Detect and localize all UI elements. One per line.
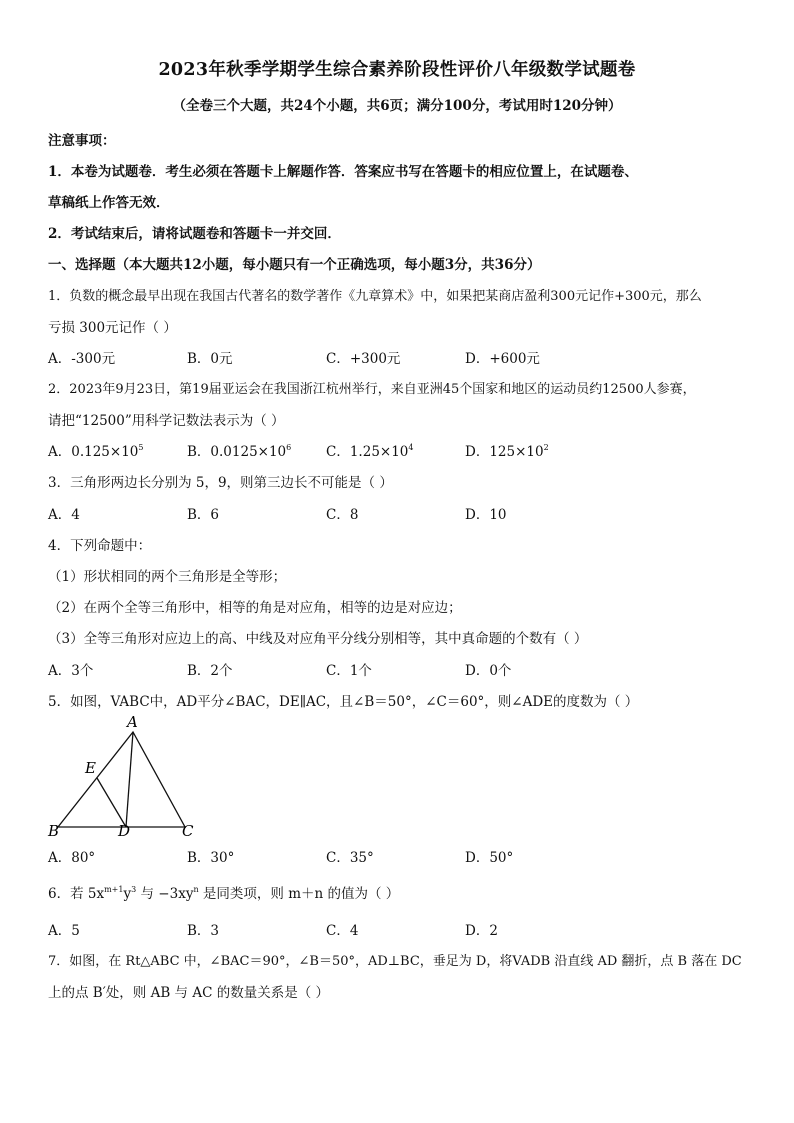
q2-text: 2．2023年9月23日，第19届亚运会在我国浙江杭州举行，来自亚洲45个国家和地区的运动员约12500人参赛， xyxy=(48,382,696,397)
q3-option-c: C．8 xyxy=(326,507,359,523)
exam-subtitle: （全卷三个大题，共24个小题，共6页；满分100分，考试用时120分钟） xyxy=(172,98,622,114)
q4-statement-1: （1）形状相同的两个三角形是全等形； xyxy=(48,569,287,585)
section-1-heading: 一、选择题（本大题共12小题，每小题只有一个正确选项，每小题3分，共36分） xyxy=(48,257,541,273)
label-a: A xyxy=(127,713,138,731)
notice-heading: 注意事项： xyxy=(48,133,116,149)
q5-triangle-figure xyxy=(40,712,210,842)
q2-option-a: A．$0.125\times 10^5$ xyxy=(48,443,144,460)
label-e: E xyxy=(85,759,96,777)
q5-option-a: A．80° xyxy=(48,850,96,866)
q4-text: 4．下列命题中： xyxy=(48,538,152,554)
q1-option-d: D．+600元 xyxy=(465,351,540,367)
q2-option-b: B．$0.0125\times 10^6$ xyxy=(187,443,292,460)
exam-title: 2023年秋季学期学生综合素养阶段性评价八年级数学试题卷 xyxy=(158,60,636,80)
q5-option-d: D．50° xyxy=(465,850,514,866)
notice-item-1: 1．本卷为试题卷．考生必须在答题卡上解题作答．答案应书写在答题卡的相应位置上，在试题卷、 xyxy=(48,164,638,180)
q5-option-b: B．30° xyxy=(187,850,235,866)
q2-option-d: D．$125\times 10^2$ xyxy=(465,443,549,460)
q2-text-cont: 请把“12500”用科学记数法表示为（ ） xyxy=(48,413,285,429)
q4-option-d: D．0个 xyxy=(465,663,512,679)
q6-option-b: B．3 xyxy=(187,923,220,939)
q4-statement-3: （3）全等三角形对应边上的高、中线及对应角平分线分别相等，其中真命题的个数有（ ） xyxy=(48,631,588,647)
q1-option-b: B．0元 xyxy=(187,351,233,367)
q3-option-d: D．10 xyxy=(465,507,507,523)
q3-option-a: A．4 xyxy=(48,507,80,523)
q1-option-a: A．-300元 xyxy=(48,351,116,367)
q4-option-c: C．1个 xyxy=(326,663,372,679)
notice-item-1-cont: 草稿纸上作答无效． xyxy=(48,195,170,211)
q6-text: 6．若 $5x^{m+1}y^3$ 与 $-3xy^n$ 是同类项，则 m＋n 的值为（ ） xyxy=(48,885,400,902)
q7-text: 7．如图，在 Rt△ABC 中，∠BAC＝90°，∠B＝50°，AD⊥BC，垂足为 D，将VADB 沿直线 AD 翻折，点 B 落在 DC xyxy=(48,954,742,969)
q7-text-cont: 上的点 B′处，则 AB 与 AC 的数量关系是（ ） xyxy=(48,985,329,1001)
q3-option-b: B．6 xyxy=(187,507,220,523)
q1-option-c: C．+300元 xyxy=(326,351,401,367)
q6-option-c: C．4 xyxy=(326,923,359,939)
segment-de xyxy=(97,778,126,827)
q4-statement-2: （2）在两个全等三角形中，相等的角是对应角，相等的边是对应边； xyxy=(48,600,462,616)
q3-text: 3．三角形两边长分别为 5，9，则第三边长不可能是（ ） xyxy=(48,475,393,491)
label-b: B xyxy=(48,822,60,840)
q5-text: 5．如图，VABC中，AD平分∠BAC，DE∥AC，且∠B＝50°，∠C＝60°，则∠ADE的度数为（ ） xyxy=(48,694,639,710)
q5-option-c: C．35° xyxy=(326,850,374,866)
q1-text-cont: 亏损 300元记作（ ） xyxy=(48,320,177,336)
label-c: C xyxy=(182,822,194,840)
segment-ad xyxy=(126,732,133,827)
q2-option-c: C．$1.25\times 10^4$ xyxy=(326,443,414,460)
q1-text: 1．负数的概念最早出现在我国古代著名的数学著作《九章算术》中，如果把某商店盈利300元记作+300元，那么 xyxy=(48,289,702,304)
label-d: D xyxy=(118,822,131,840)
q6-option-a: A．5 xyxy=(48,923,80,939)
q4-option-a: A．3个 xyxy=(48,663,94,679)
q4-option-b: B．2个 xyxy=(187,663,233,679)
notice-item-2: 2．考试结束后，请将试题卷和答题卡一并交回． xyxy=(48,226,341,242)
q6-option-d: D．2 xyxy=(465,923,498,939)
triangle-abc xyxy=(58,732,185,827)
